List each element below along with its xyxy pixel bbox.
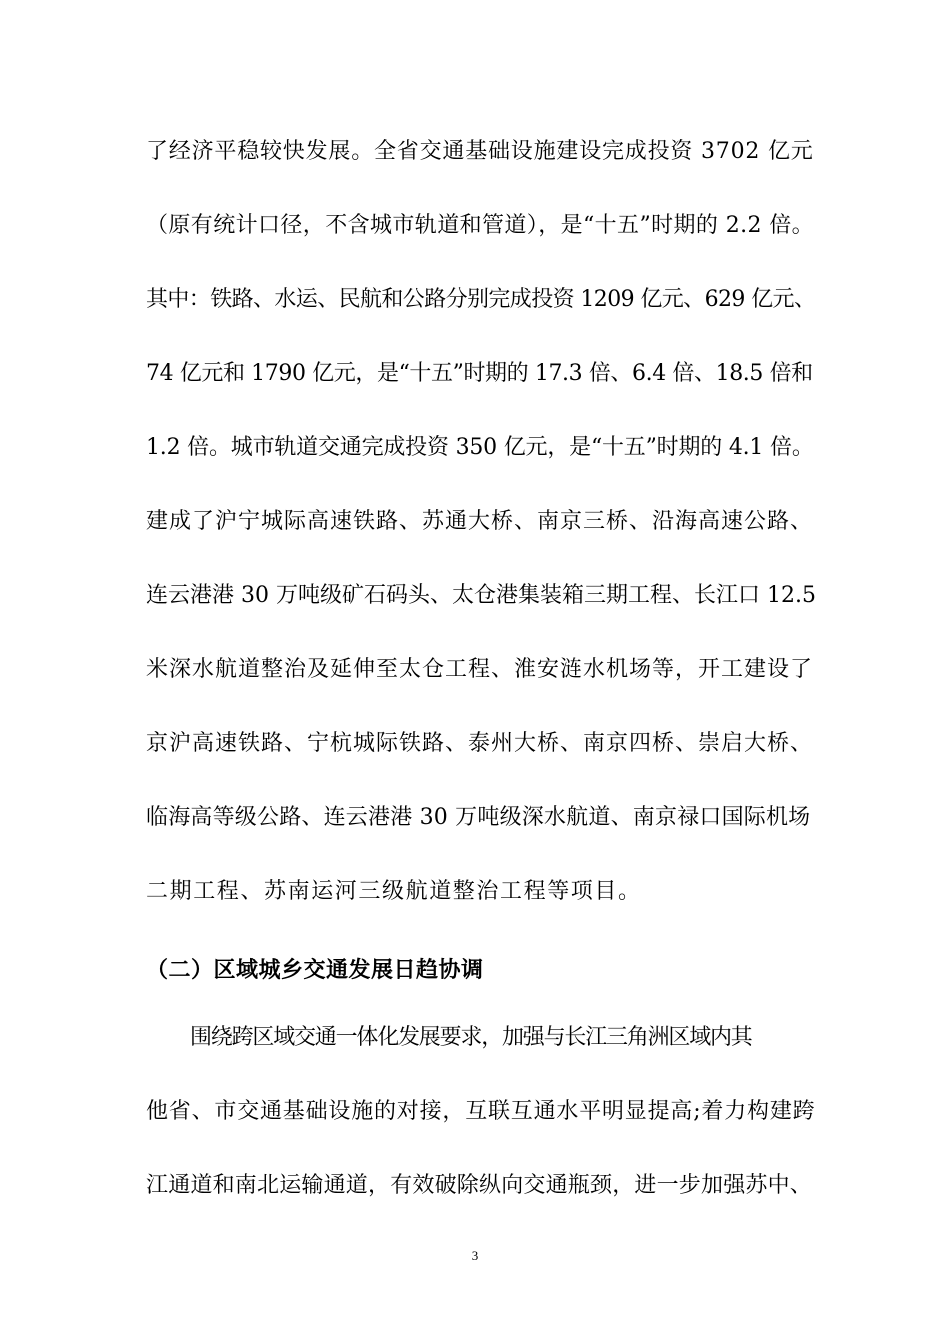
body-text-line: 其中：铁路、水运、民航和公路分别完成投资 1209 亿元、629 亿元、 (146, 287, 816, 312)
body-text-line: 建成了沪宁城际高速铁路、苏通大桥、南京三桥、沿海高速公路、 (146, 509, 814, 534)
body-text-line: 京沪高速铁路、宁杭城际铁路、泰州大桥、南京四桥、崇启大桥、 (146, 731, 814, 756)
body-text-line: 米深水航道整治及延伸至太仓工程、淮安涟水机场等，开工建设了 (146, 657, 814, 682)
section-heading: （二）区域城乡交通发展日趋协调 (146, 958, 484, 983)
page-number: 3 (471, 1248, 479, 1263)
body-text-line: 74 亿元和 1790 亿元，是“十五”时期的 17.3 倍、6.4 倍、18.5 倍和 (146, 361, 813, 386)
body-text-line: 江通道和南北运输通道，有效破除纵向交通瓶颈，进一步加强苏中、 (146, 1173, 813, 1198)
body-text-line: 他省、市交通基础设施的对接，互联互通水平明显提高;着力构建跨 (146, 1099, 816, 1124)
body-text-line: 围绕跨区域交通一体化发展要求，加强与长江三角洲区域内其 (190, 1025, 752, 1050)
body-text-line: 1.2 倍。城市轨道交通完成投资 350 亿元，是“十五”时期的 4.1 倍。 (146, 435, 814, 460)
body-text-line: 临海高等级公路、连云港港 30 万吨级深水航道、南京禄口国际机场 (146, 805, 811, 830)
body-text-line: （原有统计口径，不含城市轨道和管道），是“十五”时期的 2.2 倍。 (146, 213, 815, 238)
body-text-line: 连云港港 30 万吨级矿石码头、太仓港集装箱三期工程、长江口 12.5 (146, 583, 816, 608)
body-text-line: 了经济平稳较快发展。全省交通基础设施建设完成投资 3702 亿元 (146, 139, 814, 164)
body-text-line: 二期工程、苏南运河三级航道整治工程等项目。 (146, 879, 642, 904)
